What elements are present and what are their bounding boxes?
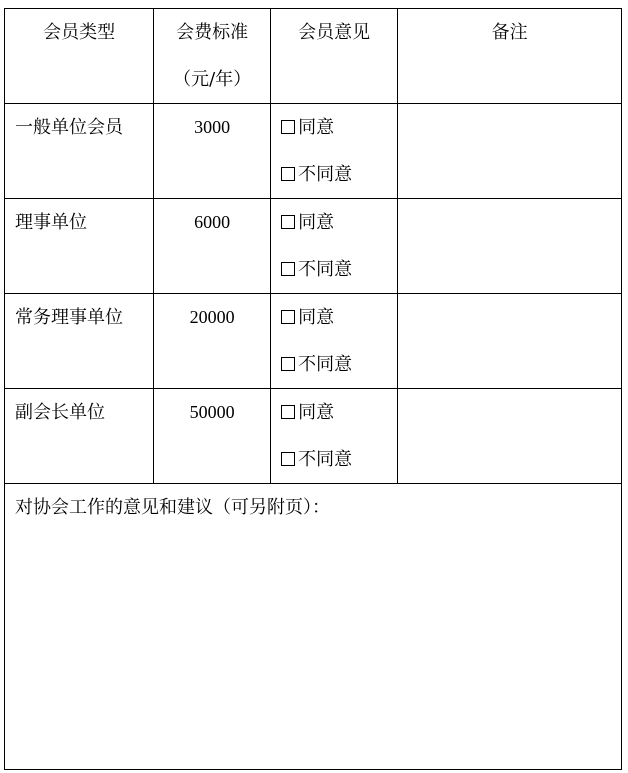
- disagree-label: 不同意: [298, 449, 353, 470]
- disagree-option[interactable]: [271, 151, 397, 198]
- agree-option[interactable]: [271, 199, 397, 246]
- agree-label: 同意: [298, 307, 335, 328]
- member-type-cell: 理事单位: [5, 199, 154, 294]
- disagree-checkbox[interactable]: [281, 167, 295, 181]
- suggestions-cell[interactable]: [5, 484, 622, 770]
- agree-option[interactable]: [271, 104, 397, 151]
- member-type-cell: 一般单位会员: [5, 104, 154, 199]
- agree-checkbox[interactable]: [281, 310, 295, 324]
- header-fee-standard: [154, 9, 271, 104]
- disagree-option[interactable]: [271, 246, 397, 293]
- header-opinion: 会员意见: [271, 9, 398, 104]
- membership-fee-form-table: [4, 8, 622, 770]
- disagree-label: 不同意: [298, 164, 353, 185]
- opinion-cell: [271, 104, 398, 199]
- opinion-cell: [271, 389, 398, 484]
- header-member-type: 会员类型: [5, 9, 154, 104]
- remarks-cell[interactable]: [398, 199, 622, 294]
- fee-cell: 3000: [154, 104, 271, 199]
- header-fee-standard-line2: （元/年）: [173, 69, 252, 90]
- suggestions-label: 对协会工作的意见和建议（可另附页）：: [15, 497, 330, 518]
- disagree-checkbox[interactable]: [281, 452, 295, 466]
- header-fee-standard-line1: 会费标准: [176, 22, 249, 43]
- remarks-cell[interactable]: [398, 294, 622, 389]
- member-type-cell: 常务理事单位: [5, 294, 154, 389]
- disagree-checkbox[interactable]: [281, 262, 295, 276]
- remarks-cell[interactable]: [398, 389, 622, 484]
- agree-option[interactable]: [271, 294, 397, 341]
- opinion-cell: [271, 199, 398, 294]
- remarks-cell[interactable]: [398, 104, 622, 199]
- header-row: [5, 9, 622, 104]
- fee-cell: 50000: [154, 389, 271, 484]
- header-remarks: 备注: [398, 9, 622, 104]
- disagree-option[interactable]: [271, 436, 397, 483]
- fee-cell: 20000: [154, 294, 271, 389]
- disagree-label: 不同意: [298, 354, 353, 375]
- table-row: [5, 389, 622, 484]
- disagree-option[interactable]: [271, 341, 397, 388]
- disagree-checkbox[interactable]: [281, 357, 295, 371]
- agree-checkbox[interactable]: [281, 215, 295, 229]
- agree-label: 同意: [298, 212, 335, 233]
- member-type-cell: 副会长单位: [5, 389, 154, 484]
- table-row: [5, 104, 622, 199]
- agree-checkbox[interactable]: [281, 405, 295, 419]
- agree-option[interactable]: [271, 389, 397, 436]
- agree-label: 同意: [298, 402, 335, 423]
- table-row: [5, 294, 622, 389]
- opinion-cell: [271, 294, 398, 389]
- agree-label: 同意: [298, 117, 335, 138]
- table-row: [5, 199, 622, 294]
- fee-cell: 6000: [154, 199, 271, 294]
- disagree-label: 不同意: [298, 259, 353, 280]
- suggestions-row: [5, 484, 622, 770]
- agree-checkbox[interactable]: [281, 120, 295, 134]
